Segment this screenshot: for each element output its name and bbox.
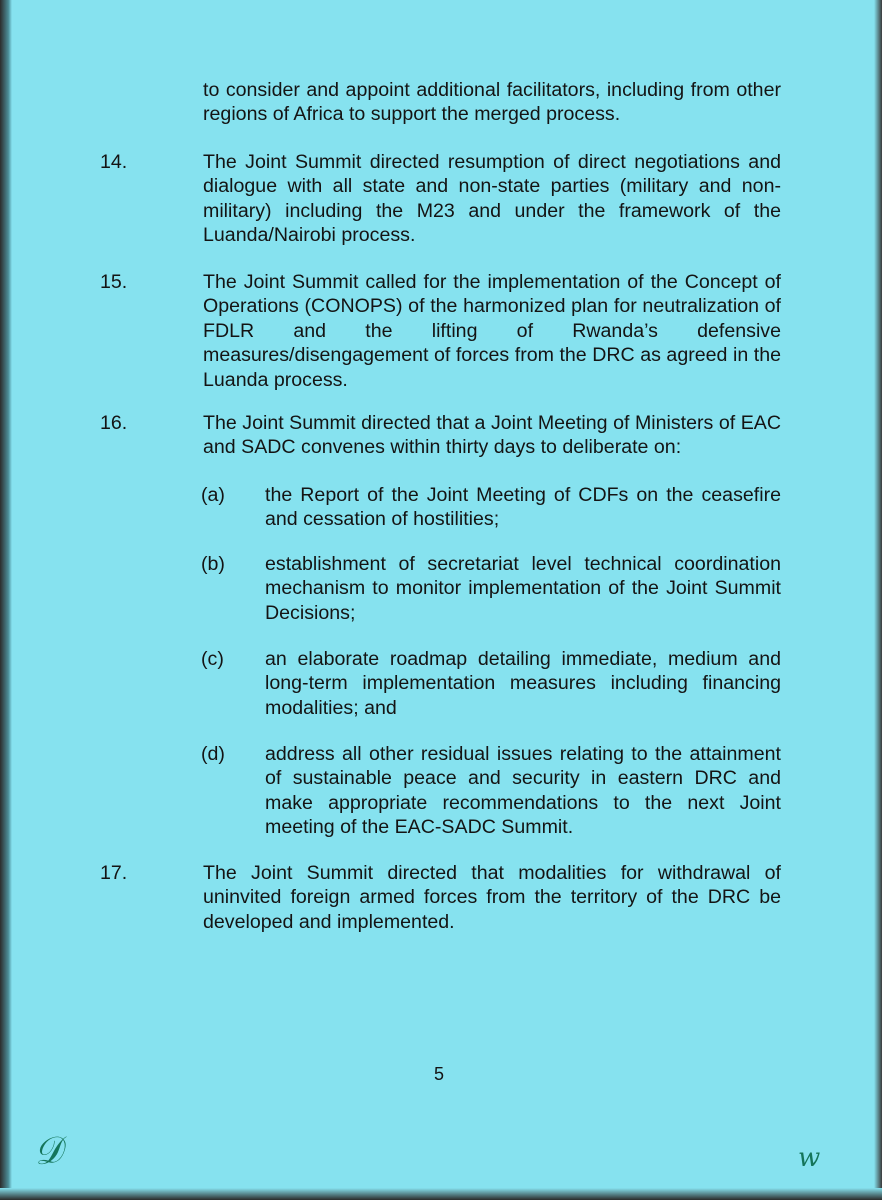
subitem-letter: (a) [201,484,225,506]
page-number: 5 [433,1064,444,1084]
paragraph-number: 17. [100,862,128,884]
paragraph-number: 15. [100,271,128,293]
paragraph-number: 16. [100,412,128,434]
scan-edge-right [874,0,882,1200]
paragraph-number: 14. [100,151,128,173]
handwritten-initial-icon: w [798,1143,821,1173]
subitem-letter: (b) [201,553,225,575]
continuation-text: to consider and appoint additional facilitators, including from other regions of Africa to support the merged process. [203,79,781,126]
subitem-letter: (c) [201,648,224,670]
paragraph-text: The Joint Summit directed that modalities for withdrawal of uninvited foreign armed forces from the territory of the DRC be developed and implemented. [203,862,781,933]
subitem-text: address all other residual issues relating to the attainment of sustainable peace and security in eastern DRC and make appropriate recommendations to the next Joint meeting of the EAC-SADC Summit. [265,743,781,839]
scan-edge-left [0,0,12,1200]
paragraph-text: The Joint Summit directed resumption of direct negotiations and dialogue with all state and non-state parties (military and non-military) including the M23 and under the framework of the Luanda/Nairobi process. [203,151,781,247]
subitem-text: establishment of secretariat level technical coordination mechanism to monitor implementation of the Joint Summit Decisions; [265,553,781,624]
scan-edge-bottom [0,1188,882,1200]
subitem-letter: (d) [201,743,225,765]
subitem-text: an elaborate roadmap detailing immediate, medium and long-term implementation measures including financing modalities; and [265,648,781,719]
paragraph-text: The Joint Summit called for the implementation of the Concept of Operations (CONOPS) of the harmonized plan for neutralization of FDLR and the lifting of Rwanda’s defensive measures/disengagement of forces from the DRC as agreed in the Luanda process. [203,271,781,391]
handwritten-initial-icon: 𝒟 [31,1129,66,1174]
subitem-text: the Report of the Joint Meeting of CDFs on the ceasefire and cessation of hostilities; [265,484,781,531]
paragraph-text: The Joint Summit directed that a Joint Meeting of Ministers of EAC and SADC convenes within thirty days to deliberate on: [203,412,781,459]
